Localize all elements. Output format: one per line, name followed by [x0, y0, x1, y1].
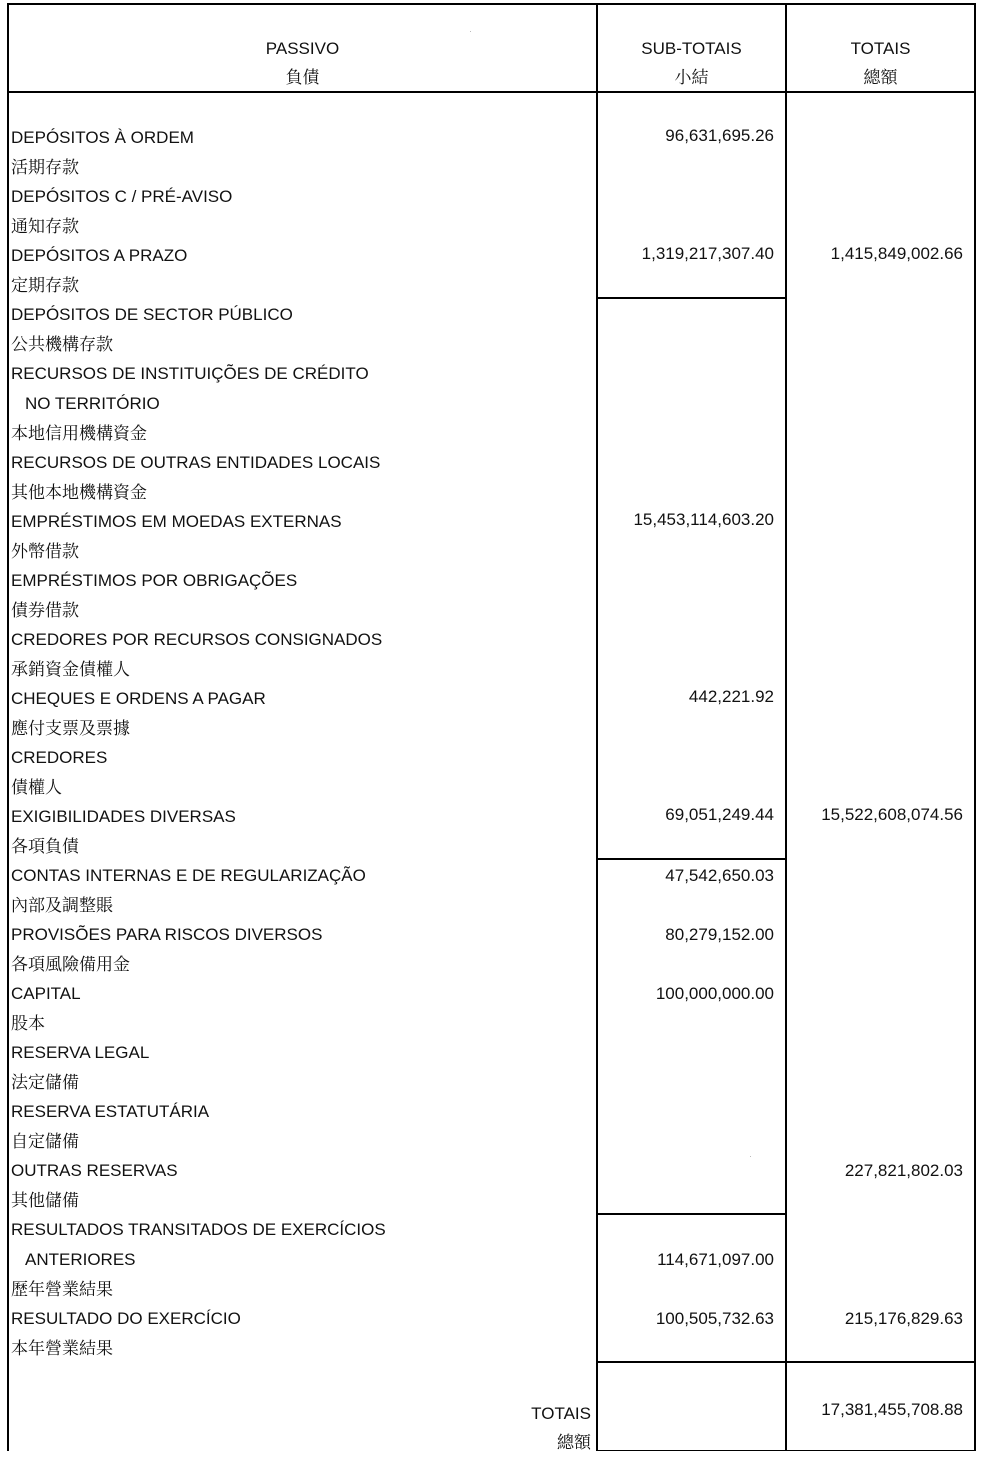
line-credores-consignados-zh: 承銷資金債權人: [11, 660, 130, 679]
footer-totais-label: [531, 1399, 591, 1457]
line-emprestimos-moedas-zh: 外幣借款: [11, 542, 79, 561]
frame-top-line: [7, 3, 976, 5]
header-totais-pt: TOTAIS: [850, 39, 911, 58]
line-outras-reservas: OUTRAS RESERVAS: [11, 1161, 178, 1180]
line-capital: CAPITAL: [11, 984, 81, 1003]
subtotal-exigibilidades: 69,051,249.44: [665, 805, 774, 824]
line-reserva-estatutaria-zh: 自定儲備: [11, 1132, 79, 1151]
line-reserva-estatutaria: RESERVA ESTATUTÁRIA: [11, 1102, 210, 1121]
line-cheques: CHEQUES E ORDENS A PAGAR: [11, 689, 266, 708]
frame-bottom-line-right: [596, 1450, 976, 1451]
line-contas-internas: CONTAS INTERNAS E DE REGULARIZAÇÃO: [11, 866, 366, 885]
column-divider-subtotals: [596, 3, 598, 1451]
scan-speck: [470, 31, 471, 32]
line-depositos-prazo: DEPÓSITOS A PRAZO: [11, 246, 188, 265]
line-emprestimos-obrigacoes: EMPRÉSTIMOS POR OBRIGAÇÕES: [11, 571, 298, 590]
line-depositos-pre-aviso: DEPÓSITOS C / PRÉ-AVISO: [11, 187, 233, 206]
line-contas-internas-zh: 內部及調整賬: [11, 896, 113, 915]
header-subtotais-pt: SUB-TOTAIS: [641, 39, 742, 58]
subtotal-group-rule-2: [596, 858, 787, 860]
line-exigibilidades-zh: 各項負債: [11, 837, 79, 856]
line-reserva-legal: RESERVA LEGAL: [11, 1043, 150, 1062]
total-depositos: 1,415,849,002.66: [830, 244, 963, 263]
scan-speck: [750, 1156, 751, 1157]
totals-rule: [596, 1361, 976, 1363]
line-resultado-exercicio-zh: 本年營業結果: [11, 1339, 113, 1358]
line-depositos-ordem-zh: 活期存款: [11, 158, 79, 177]
header-passivo: [9, 34, 596, 92]
line-recursos-outras-entidades: RECURSOS DE OUTRAS ENTIDADES LOCAIS: [11, 453, 381, 472]
line-depositos-prazo-zh: 定期存款: [11, 276, 79, 295]
line-depositos-sector-publico-zh: 公共機構存款: [11, 335, 113, 354]
header-totais-zh: 總額: [863, 68, 898, 87]
total-reservas: 227,821,802.03: [844, 1161, 963, 1180]
line-credores: CREDORES: [11, 748, 108, 767]
subtotal-cheques: 442,221.92: [688, 687, 774, 706]
header-totais: [787, 34, 974, 92]
line-emprestimos-moedas: EMPRÉSTIMOS EM MOEDAS EXTERNAS: [11, 512, 342, 531]
subtotal-resultado-exercicio: 100,505,732.63: [655, 1309, 774, 1328]
line-emprestimos-obrigacoes-zh: 債券借款: [11, 601, 79, 620]
subtotal-resultados-transitados: 114,671,097.00: [657, 1250, 774, 1269]
subtotal-emprestimos-moedas: 15,453,114,603.20: [633, 510, 774, 529]
frame-left-line: [7, 3, 9, 1451]
header-passivo-pt: PASSIVO: [265, 39, 340, 58]
subtotal-group-rule-3: [596, 1213, 787, 1215]
header-subtotais: [598, 34, 785, 92]
line-cheques-zh: 應付支票及票據: [11, 719, 130, 738]
frame-right-line: [974, 3, 976, 1451]
line-credores-consignados: CREDORES POR RECURSOS CONSIGNADOS: [11, 630, 383, 649]
subtotal-contas-internas: 47,542,650.03: [665, 866, 774, 885]
line-recursos-outras-entidades-zh: 其他本地機構資金: [11, 483, 147, 502]
total-resultados: 215,176,829.63: [844, 1309, 963, 1328]
line-resultados-transitados-zh: 歷年營業結果: [11, 1280, 113, 1299]
line-credores-zh: 債權人: [11, 778, 62, 797]
subtotal-depositos-ordem: 96,631,695.26: [665, 126, 774, 145]
subtotal-provisoes: 80,279,152.00: [665, 925, 774, 944]
line-resultados-transitados-cont: ANTERIORES: [25, 1250, 136, 1269]
header-passivo-zh: 負債: [285, 68, 320, 87]
line-provisoes: PROVISÕES PARA RISCOS DIVERSOS: [11, 925, 323, 944]
line-depositos-pre-aviso-zh: 通知存款: [11, 217, 79, 236]
line-capital-zh: 股本: [11, 1014, 45, 1033]
total-recursos: 15,522,608,074.56: [821, 805, 963, 824]
line-depositos-sector-publico: DEPÓSITOS DE SECTOR PÚBLICO: [11, 305, 293, 324]
line-recursos-instituicoes: RECURSOS DE INSTITUIÇÕES DE CRÉDITO: [11, 364, 369, 383]
line-resultado-exercicio: RESULTADO DO EXERCÍCIO: [11, 1309, 241, 1328]
footer-totais-zh: 總額: [557, 1433, 591, 1452]
grand-total: 17,381,455,708.88: [821, 1400, 963, 1419]
line-reserva-legal-zh: 法定儲備: [11, 1073, 79, 1092]
line-provisoes-zh: 各項風險備用金: [11, 955, 130, 974]
line-recursos-instituicoes-cont: NO TERRITÓRIO: [25, 394, 160, 413]
line-outras-reservas-zh: 其他儲備: [11, 1191, 79, 1210]
header-subtotais-zh: 小結: [674, 68, 709, 87]
subtotal-group-rule-1: [596, 297, 787, 299]
line-resultados-transitados: RESULTADOS TRANSITADOS DE EXERCÍCIOS: [11, 1220, 386, 1239]
line-recursos-instituicoes-zh: 本地信用機構資金: [11, 424, 147, 443]
line-depositos-ordem: DEPÓSITOS À ORDEM: [11, 128, 194, 147]
subtotal-depositos-prazo: 1,319,217,307.40: [641, 244, 774, 263]
subtotal-capital: 100,000,000.00: [655, 984, 774, 1003]
line-exigibilidades: EXIGIBILIDADES DIVERSAS: [11, 807, 236, 826]
footer-totais-pt: TOTAIS: [531, 1404, 591, 1423]
column-divider-totals: [785, 3, 787, 1451]
